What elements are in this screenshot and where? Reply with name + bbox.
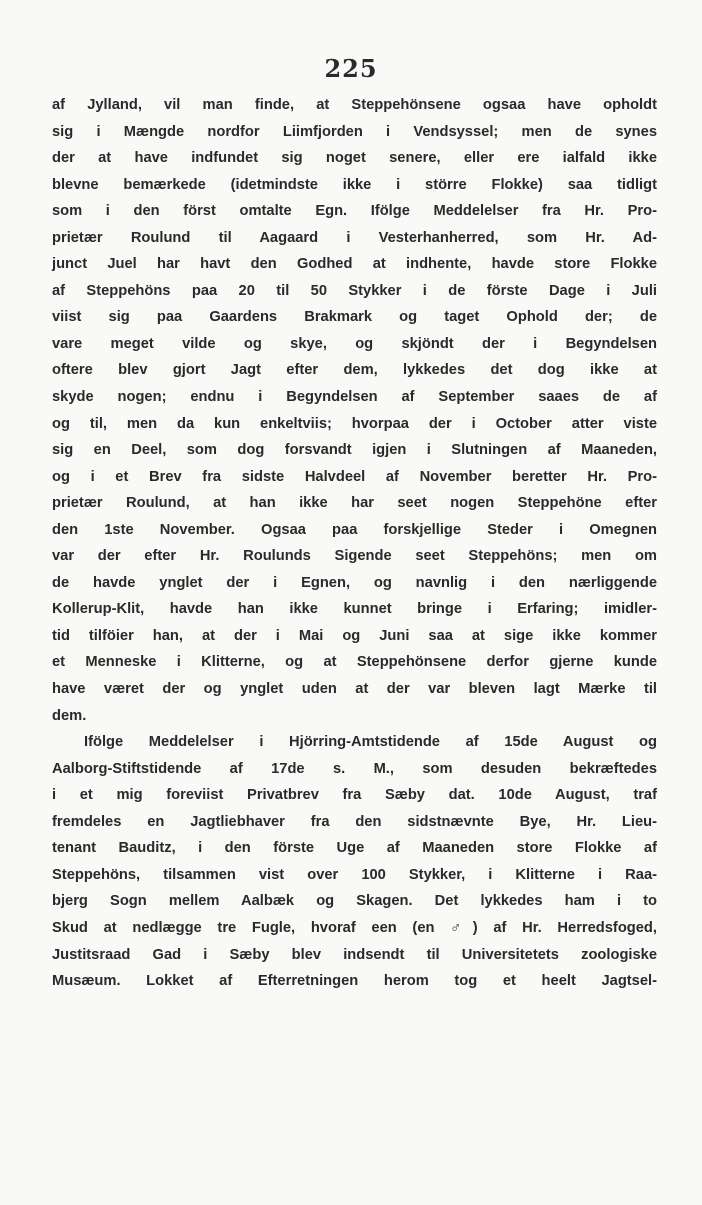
text-line: sig en Deel, som dog forsvandt igjen i Slutningen af Maaneden, <box>52 442 657 459</box>
text-line: og i et Brev fra sidste Halvdeel af November beretter Hr. Pro- <box>52 468 657 485</box>
text-line: Skud at nedlægge tre Fugle, hvoraf een (en ♂) af Hr. Herredsfoged, <box>52 919 657 936</box>
text-line: Ifölge Meddelelser i Hjörring-Amtstidende af 15de August og <box>84 734 657 751</box>
text-line: have været der og ynglet uden at der var bleven lagt Mærke til <box>52 681 657 698</box>
text-line: Justitsraad Gad i Sæby blev indsendt til Universitetets zoologiske <box>52 946 657 963</box>
text-line: var der efter Hr. Roulunds Sigende seet Steppehöns; men om <box>52 548 657 565</box>
text-line: som i den först omtalte Egn. Ifölge Meddelelser fra Hr. Pro- <box>52 203 657 220</box>
text-line: der at have indfundet sig noget senere, eller ere ialfald ikke <box>52 150 657 167</box>
text-line: viist sig paa Gaardens Brakmark og taget Ophold der; de <box>52 309 657 326</box>
body-text <box>52 92 657 995</box>
text-line: et Menneske i Klitterne, og at Steppehönsene derfor gjerne kunde <box>52 654 657 671</box>
text-line: junct Juel har havt den Godhed at indhente, havde store Flokke <box>52 256 657 273</box>
text-line: sig i Mængde nordfor Liimfjorden i Vendsyssel; men de synes <box>52 123 657 140</box>
text-line: oftere blev gjort Jagt efter dem, lykkedes det dog ikke at <box>52 362 657 379</box>
text-line: dem. <box>52 707 87 724</box>
text-line: prietær Roulund, at han ikke har seet nogen Steppehöne efter <box>52 495 657 512</box>
page-number: 225 <box>324 54 378 83</box>
text-line: Steppehöns, tilsammen vist over 100 Stykker, i Klitterne i Raa- <box>52 866 657 883</box>
text-line: vare meget vilde og skye, og skjöndt der i Begyndelsen <box>52 335 657 352</box>
text-line: prietær Roulund til Aagaard i Vesterhanherred, som Hr. Ad- <box>52 229 657 246</box>
text-line: Kollerup-Klit, havde han ikke kunnet bringe i Erfaring; imidler- <box>52 601 657 618</box>
text-line: og til, men da kun enkeltviis; hvorpaa der i October atter viste <box>52 415 657 432</box>
text-line: i et mig foreviist Privatbrev fra Sæby dat. 10de August, traf <box>52 787 657 804</box>
text-line: Musæum. Lokket af Efterretningen herom tog et heelt Jagtsel- <box>52 973 657 990</box>
text-line: fremdeles en Jagtliebhaver fra den sidstnævnte Bye, Hr. Lieu- <box>52 813 657 830</box>
text-line: af Jylland, vil man finde, at Steppehönsene ogsaa have opholdt <box>52 97 657 113</box>
text-line: blevne bemærkede (idetmindste ikke i större Flokke) saa tidligt <box>52 176 657 193</box>
text-line: af Steppehöns paa 20 til 50 Stykker i de förste Dage i Juli <box>52 282 657 299</box>
text-line: Aalborg-Stiftstidende af 17de s. M., som desuden bekræftedes <box>52 760 657 777</box>
text-line: tid tilföier han, at der i Mai og Juni saa at sige ikke kommer <box>52 627 657 644</box>
paragraph-2 <box>52 729 657 994</box>
text-line: tenant Bauditz, i den förste Uge af Maaneden store Flokke af <box>52 840 657 857</box>
text-line: skyde nogen; endnu i Begyndelsen af September saaes de af <box>52 389 657 406</box>
paragraph-1 <box>52 92 657 729</box>
text-line: de havde ynglet der i Egnen, og navnlig i den nærliggende <box>52 574 657 591</box>
text-line: bjerg Sogn mellem Aalbæk og Skagen. Det lykkedes ham i to <box>52 893 657 910</box>
text-line: den 1ste November. Ogsaa paa forskjellige Steder i Omegnen <box>52 521 657 538</box>
